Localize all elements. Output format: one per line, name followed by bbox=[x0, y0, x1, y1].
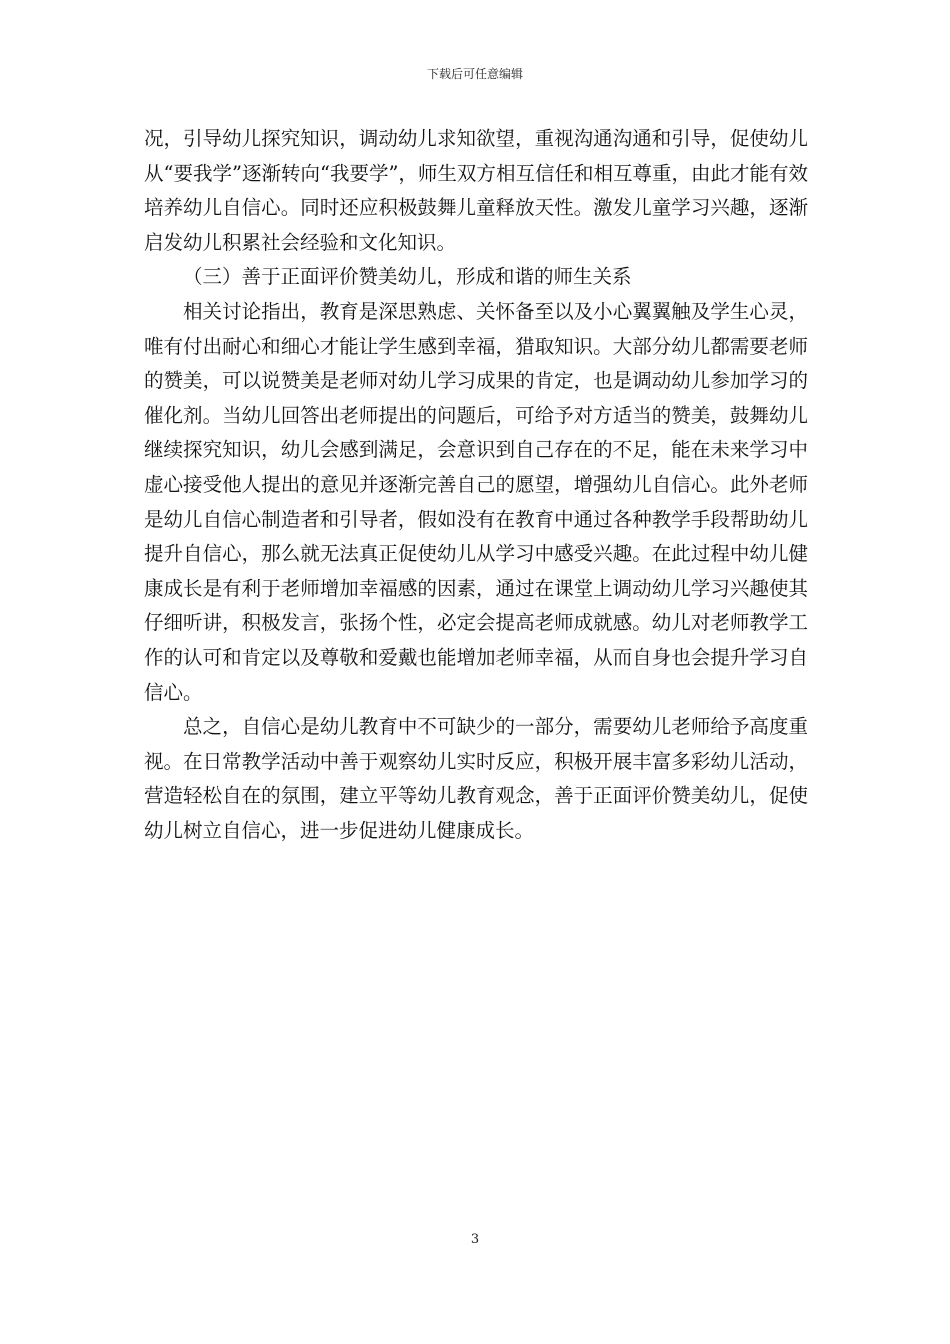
page-number: 3 bbox=[470, 1232, 480, 1247]
page-header: 下载后可任意编辑 bbox=[426, 67, 523, 81]
paragraph-praise: 相关讨论指出，教育是深思熟虑、关怀备至以及小心翼翼触及学生心灵，唯有付出耐心和细心才能让学生感到幸福，猎取知识。大部分幼儿都需要老师的赞美，可以说赞美是老师对幼儿学习成果的肯定，也是调动幼儿参加学习的催化剂。当幼儿回答出老师提出的问题后，可给予对方适当的赞美，鼓舞幼儿继续探究知识，幼儿会感到满足，会意识到自己存在的不足，能在未来学习中虚心接受他人提出的意见并逐渐完善自己的愿望，增强幼儿自信心。此外老师是幼儿自信心制造者和引导者，假如没有在教育中通过各种教学手段帮助幼儿提升自信心，那么就无法真正促使幼儿从学习中感受兴趣。在此过程中幼儿健康成长是有利于老师增加幸福感的因素，通过在课堂上调动幼儿学习兴趣使其仔细听讲，积极发言，张扬个性，必定会提高老师成就感。幼儿对老师教学工作的认可和肯定以及尊敬和爱戴也能增加老师幸福，从而自身也会提升学习自信心。 bbox=[144, 299, 808, 704]
paragraph-continuation: 况，引导幼儿探究知识，调动幼儿求知欲望，重视沟通沟通和引导，促使幼儿从“要我学”逐渐转向“我要学”，师生双方相互信任和相互尊重，由此才能有效培养幼儿自信心。同时还应积极鼓舞儿童释放天性。激发儿童学习兴趣，逐渐启发幼儿积累社会经验和文化知识。 bbox=[144, 127, 808, 254]
paragraph-conclusion: 总之，自信心是幼儿教育中不可缺少的一部分，需要幼儿老师给予高度重视。在日常教学活动中善于观察幼儿实时反应，积极开展丰富多彩幼儿活动，营造轻松自在的氛围，建立平等幼儿教育观念，善于正面评价赞美幼儿，促使幼儿树立自信心，进一步促进幼儿健康成长。 bbox=[144, 715, 808, 842]
document-body bbox=[144, 122, 808, 848]
section-heading: （三）善于正面评价赞美幼儿，形成和谐的师生关系 bbox=[183, 265, 632, 289]
